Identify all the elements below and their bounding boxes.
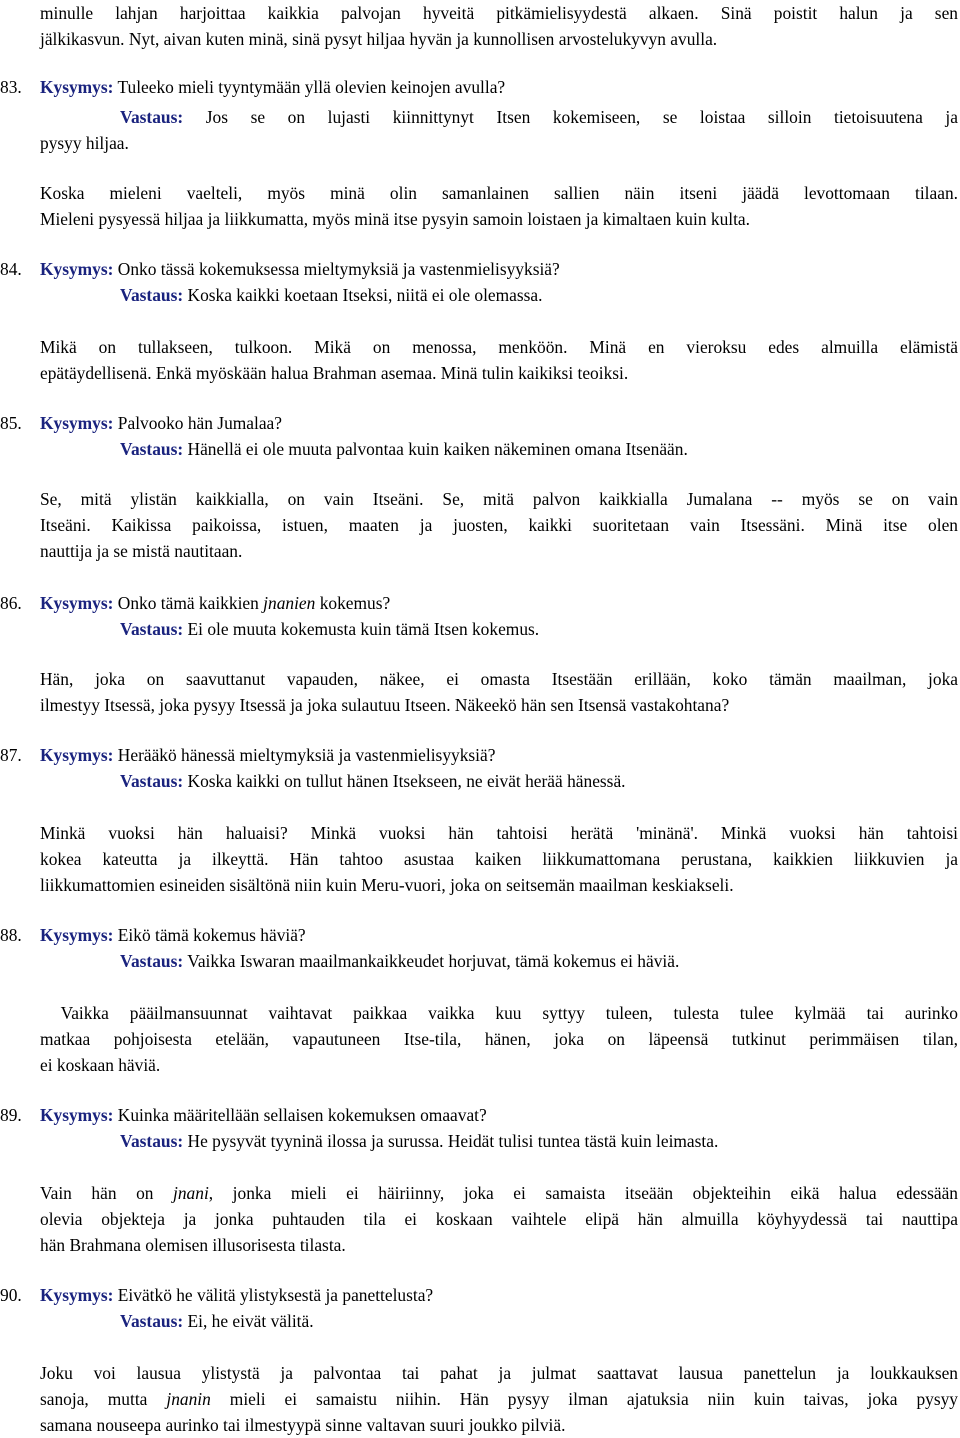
question-number: 90. [0,1285,22,1305]
question-86 [0,590,958,616]
question-text: Palvooko hän Jumalaa? [117,413,282,433]
question-number: 86. [0,593,22,613]
answer-84 [120,282,958,308]
answer-label: Vastaus: [120,619,184,639]
answer-text: Vaikka Iswaran maailmankaikkeudet horjuvat, tämä kokemus ei häviä. [187,951,680,971]
question-number: 88. [0,925,22,945]
paragraph-90-line-3: samana nouseepa aurinko tai ilmestyypä sinne valtavan suuri joukko pilviä. [40,1415,566,1435]
answer-label: Vastaus: [120,285,184,305]
paragraph-87-line-1: Minkä vuoksi hän haluaisi? Minkä vuoksi hän tahtoisi herätä 'minänä'. Minkä vuoksi hän tahtoisi [40,823,958,843]
question-90 [0,1282,958,1308]
question-85 [0,410,958,436]
intro-line-2: jälkikasvun. Nyt, aivan kuten minä, sinä pysyt hiljaa hyvän ja kunnollisen arvostelukyvyn avulla. [40,29,718,49]
paragraph-88-line-1: Vaikka pääilmansuunnat vaihtavat paikkaa vaikka kuu syttyy tuleen, tulesta tulee kylmää tai aurinko [40,1003,958,1023]
answer-text: Ei ole muuta kokemusta kuin tämä Itsen kokemus. [187,619,540,639]
paragraph-83-line-1: Koska mieleni vaelteli, myös minä olin samanlainen sallien näin itseni jäädä levottomaan tilaan. [40,183,958,203]
paragraph-86-line-1: Hän, joka on saavuttanut vapauden, näkee, ei omasta Itsestään erillään, koko tämän maailman, joka [40,669,958,689]
answer-label: Vastaus: [120,1311,184,1331]
paragraph-87-line-3: liikkumattomien esineiden sisältönä niin kuin Meru-vuori, joka on seitsemän maailman keskiakseli. [40,875,734,895]
answer-87 [120,768,958,794]
question-text: Onko tässä kokemuksessa mieltymyksiä ja vastenmielisyyksiä? [117,259,560,279]
paragraph-87-line-2: kokea kateutta ja ilkeyttä. Hän tahtoo asustaa kaiken liikkumattomana perustana, kaikkien liikkuvien ja [40,849,958,869]
question-number: 89. [0,1105,22,1125]
question-label: Kysymys: [40,413,114,433]
answer-text: Jos se on lujasti kiinnittynyt Itsen kokemiseen, se loistaa silloin tietoisuutena ja [205,107,958,127]
question-text: Tuleeko mieli tyyntymään yllä olevien keinojen avulla? [117,77,506,97]
paragraph-89-line-2: olevia objekteja ja jonka puhtauden tila ei koskaan vaihtele elipä hän almuilla köyhyydessä tai nauttipa [40,1209,958,1229]
paragraph-90-line-2: sanoja, mutta jnanin mieli ei samaistu niihin. Hän pysyy ilman ajatuksia niin kuin taivas, joka pysyy [40,1389,958,1409]
answer-label: Vastaus: [120,1131,184,1151]
question-label: Kysymys: [40,259,114,279]
paragraph-85-line-1: Se, mitä ylistän kaikkialla, on vain Itseäni. Se, mitä palvon kaikkialla Jumalana -- myös se on vain [40,489,958,509]
paragraph-90-line-1: Joku voi lausua ylistystä ja palvontaa tai pahat ja julmat saattavat lausua panettelun ja loukkauksen [40,1363,958,1383]
answer-text: Koska kaikki on tullut hänen Itsekseen, ne eivät herää hänessä. [187,771,626,791]
answer-text: Koska kaikki koetaan Itseksi, niitä ei ole olemassa. [187,285,543,305]
question-89 [0,1102,958,1128]
answer-89 [120,1128,958,1154]
question-number: 83. [0,77,22,97]
answer-label: Vastaus: [120,107,184,127]
answer-86 [120,616,958,642]
question-label: Kysymys: [40,1285,114,1305]
paragraph-88-line-2: matkaa pohjoisesta etelään, vapautuneen Itse-tila, hänen, joka on läpeensä tutkinut perimmäisen tilan, [40,1029,958,1049]
answer-text: Ei, he eivät välitä. [187,1311,314,1331]
question-number: 85. [0,413,22,433]
answer-label: Vastaus: [120,771,184,791]
question-number: 84. [0,259,22,279]
italic-term: jnanien [263,593,316,613]
question-84 [0,256,958,282]
answer-90 [120,1308,958,1334]
paragraph-84-line-2: epätäydellisenä. Enkä myöskään halua Brahman asemaa. Minä tulin kaikiksi teoiksi. [40,363,629,383]
question-87 [0,742,958,768]
paragraph-88-line-3: ei koskaan häviä. [40,1055,161,1075]
paragraph-85-line-3: nauttija ja se mistä nautitaan. [40,541,243,561]
question-text: Herääkö hänessä mieltymyksiä ja vastenmielisyyksiä? [117,745,496,765]
question-text: Onko tämä kaikkien jnanien kokemus? [117,593,391,613]
question-label: Kysymys: [40,925,114,945]
answer-text: Hänellä ei ole muuta palvontaa kuin kaiken näkeminen omana Itsenään. [187,439,688,459]
italic-term: jnanin [166,1389,211,1409]
answer-label: Vastaus: [120,439,184,459]
question-text: Kuinka määritellään sellaisen kokemuksen omaavat? [117,1105,487,1125]
italic-term: jnani [173,1183,209,1203]
paragraph-85-line-2: Itseäni. Kaikissa paikoissa, istuen, maaten ja juosten, kaikki suoritetaan vain Itsessäni. Minä itse olen [40,515,958,535]
question-label: Kysymys: [40,1105,114,1125]
paragraph-86-line-2: ilmestyy Itsessä, joka pysyy Itsessä ja joka sulautuu Itseen. Näkeekö hän sen Itsensä vastakohtana? [40,695,730,715]
answer-83-line-1 [120,104,958,130]
question-88 [0,922,958,948]
question-label: Kysymys: [40,593,114,613]
paragraph-89-line-1: Vain hän on jnani, jonka mieli ei häiriinny, joka ei samaista itseään objekteihin eikä halua edessään [40,1183,958,1203]
paragraph-89-line-3: hän Brahmana olemisen illusorisesta tilasta. [40,1235,346,1255]
question-label: Kysymys: [40,77,114,97]
answer-label: Vastaus: [120,951,184,971]
answer-text: He pysyvät tyyninä ilossa ja surussa. Heidät tulisi tuntea tästä kuin leimasta. [187,1131,719,1151]
answer-85 [120,436,958,462]
paragraph-84-line-1: Mikä on tullakseen, tulkoon. Mikä on menossa, menköön. Minä en vieroksu edes almuilla elämistä [40,337,958,357]
intro-line-1: minulle lahjan harjoittaa kaikkia palvojan hyveitä pitkämielisyydestä alkaen. Sinä poistit halun ja sen [40,3,958,23]
question-text: Eivätkö he välitä ylistyksestä ja panettelusta? [117,1285,434,1305]
answer-88 [120,948,958,974]
paragraph-83-line-2: Mieleni pysyessä hiljaa ja liikkumatta, myös minä itse pysyin samoin loistaen ja kimaltaen kuin kulta. [40,209,750,229]
question-text: Eikö tämä kokemus häviä? [117,925,306,945]
answer-83-line-2: pysyy hiljaa. [40,133,129,153]
question-number: 87. [0,745,22,765]
question-83 [0,74,958,100]
question-label: Kysymys: [40,745,114,765]
